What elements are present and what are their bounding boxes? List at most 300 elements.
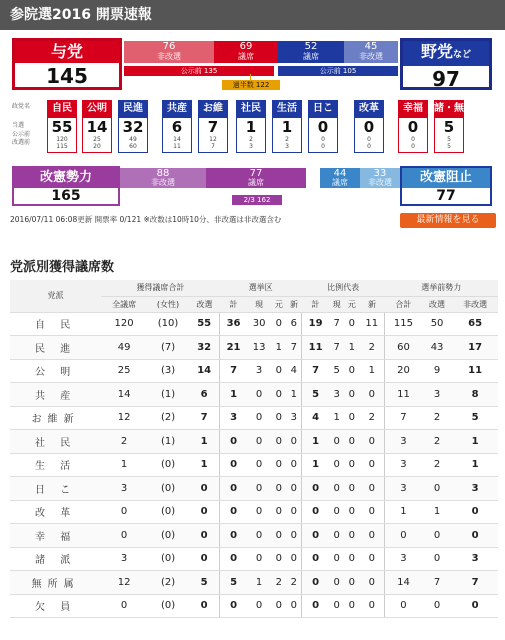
table-cell: 3	[247, 359, 271, 383]
table-cell: 0	[247, 406, 271, 430]
table-cell: 0	[271, 430, 286, 454]
party-prior: 115	[56, 143, 68, 150]
party-total: 12	[209, 136, 217, 143]
party-cell	[354, 100, 384, 153]
table-cell: 0	[220, 594, 247, 618]
party-name: 改革	[354, 100, 384, 117]
party-cell	[162, 100, 192, 153]
table-cell: 3	[385, 430, 422, 454]
table-cell: 0	[359, 594, 384, 618]
table-cell: 0	[329, 571, 344, 595]
table-cell: 12	[101, 571, 147, 595]
party-total: 0	[321, 136, 325, 143]
party-name-cell: 生 活	[10, 453, 101, 477]
reform-against-noncontest: 33 非改選	[360, 168, 400, 188]
table-cell: 3	[422, 383, 452, 407]
row-label-3: 改選前	[12, 139, 31, 146]
party-prior: 20	[93, 143, 101, 150]
table-cell: 6	[189, 383, 219, 407]
table-cell: 3	[452, 477, 498, 501]
col-header: 新	[359, 296, 384, 312]
table-cell: 8	[452, 383, 498, 407]
col-header: 非改選	[452, 296, 498, 312]
party-name-cell: 公 明	[10, 359, 101, 383]
table-cell: 1	[385, 500, 422, 524]
reform-against-label: 改憲阻止	[402, 168, 490, 188]
table-cell: 0	[271, 477, 286, 501]
table-row	[10, 383, 498, 407]
table-row	[10, 336, 498, 360]
table-cell: 0	[385, 594, 422, 618]
table-cell: (3)	[147, 359, 189, 383]
party-name: 日こ	[308, 100, 338, 117]
party-cell	[434, 100, 464, 153]
row-label-header: 政党名	[12, 103, 31, 110]
col-party: 党派	[10, 280, 101, 312]
table-cell: 0	[302, 477, 329, 501]
table-cell: 55	[189, 312, 219, 336]
table-row	[10, 359, 498, 383]
table-cell: 9	[422, 359, 452, 383]
table-cell: 0	[220, 453, 247, 477]
table-cell: 11	[452, 359, 498, 383]
col-header: 全議席	[101, 296, 147, 312]
table-cell: 0	[452, 594, 498, 618]
table-cell: 7	[385, 406, 422, 430]
table-cell: 1	[101, 453, 147, 477]
party-name-cell: 幸 福	[10, 524, 101, 548]
table-cell: 0	[344, 524, 359, 548]
table-row	[10, 524, 498, 548]
party-total: 49	[129, 136, 137, 143]
table-cell: 0	[302, 571, 329, 595]
party-name-cell: 社 民	[10, 430, 101, 454]
party-seats: 6	[171, 118, 183, 136]
table-cell: 0	[359, 524, 384, 548]
table-cell: 5	[189, 571, 219, 595]
table-cell: 7	[189, 406, 219, 430]
col-header: 現	[247, 296, 271, 312]
table-cell: 0	[329, 430, 344, 454]
table-cell: 0	[422, 547, 452, 571]
table-cell: 0	[271, 500, 286, 524]
party-seats: 14	[86, 118, 108, 136]
table-cell: 3	[385, 477, 422, 501]
party-prior: 5	[447, 143, 451, 150]
table-cell: 14	[101, 383, 147, 407]
col-header: 現	[329, 296, 344, 312]
party-seats-box	[354, 117, 384, 153]
group-total: 獲得議席合計	[101, 280, 219, 296]
table-cell: 25	[101, 359, 147, 383]
table-cell: (10)	[147, 312, 189, 336]
table-row	[10, 430, 498, 454]
table-cell: 0	[329, 453, 344, 477]
table-cell: 0	[247, 500, 271, 524]
group-prior: 選挙前勢力	[385, 280, 498, 296]
party-cell	[118, 100, 148, 153]
table-cell: 2	[359, 406, 384, 430]
party-seats: 0	[363, 118, 375, 136]
party-name: 共産	[162, 100, 192, 117]
table-cell: 7	[422, 571, 452, 595]
table-cell: 30	[247, 312, 271, 336]
table-cell: 5	[302, 383, 329, 407]
table-cell: 0	[302, 547, 329, 571]
party-prior: 3	[249, 143, 253, 150]
party-prior: 3	[285, 143, 289, 150]
table-cell: 0	[344, 383, 359, 407]
table-cell: 0	[271, 524, 286, 548]
table-cell: 19	[302, 312, 329, 336]
table-cell: 0	[302, 524, 329, 548]
table-cell: 0	[286, 453, 301, 477]
reform-for-noncontest: 88 非改選	[120, 168, 206, 188]
table-cell: 0	[452, 500, 498, 524]
table-cell: 0	[271, 359, 286, 383]
party-seats: 1	[281, 118, 293, 136]
table-cell: 3	[101, 547, 147, 571]
table-cell: (2)	[147, 406, 189, 430]
opp-before: 公示前 105	[278, 66, 398, 76]
table-cell: 2	[101, 430, 147, 454]
table-cell: 0	[271, 453, 286, 477]
party-total: 0	[411, 136, 415, 143]
party-seats-box	[398, 117, 428, 153]
opposition-total: 97	[432, 67, 460, 91]
table-cell: 4	[302, 406, 329, 430]
table-cell: 3	[286, 406, 301, 430]
table-cell: (1)	[147, 383, 189, 407]
table-cell: 0	[344, 547, 359, 571]
party-total: 2	[249, 136, 253, 143]
table-cell: (0)	[147, 453, 189, 477]
ruling-label: 与党	[15, 41, 119, 63]
table-cell: 0	[247, 430, 271, 454]
table-cell: 49	[101, 336, 147, 360]
table-cell: 1	[422, 500, 452, 524]
party-name-cell: 日 こ	[10, 477, 101, 501]
table-cell: 1	[271, 336, 286, 360]
table-cell: 0	[189, 477, 219, 501]
col-header: (女性)	[147, 296, 189, 312]
table-cell: 0	[247, 477, 271, 501]
table-cell: 1	[452, 453, 498, 477]
table-cell: 0	[344, 571, 359, 595]
table-cell: 0	[359, 500, 384, 524]
party-seats-box	[308, 117, 338, 153]
table-cell: 7	[329, 312, 344, 336]
party-cell	[272, 100, 302, 153]
table-cell: 36	[220, 312, 247, 336]
table-cell: 0	[359, 383, 384, 407]
ruling-before: 公示前 135	[124, 66, 274, 76]
table-cell: 65	[452, 312, 498, 336]
table-cell: 2	[271, 571, 286, 595]
table-cell: 0	[344, 359, 359, 383]
party-name: 社民	[236, 100, 266, 117]
party-seats-box	[198, 117, 228, 153]
table-cell: 115	[385, 312, 422, 336]
table-cell: 0	[271, 547, 286, 571]
reform-for-seats: 77 議席	[206, 168, 306, 188]
table-cell: 0	[286, 594, 301, 618]
table-cell: 1	[344, 336, 359, 360]
table-cell: 2	[286, 571, 301, 595]
party-seats: 5	[443, 118, 455, 136]
table-cell: 2	[422, 430, 452, 454]
party-name-cell: お維新	[10, 406, 101, 430]
table-cell: 6	[286, 312, 301, 336]
table-cell: (0)	[147, 594, 189, 618]
table-cell: 0	[220, 500, 247, 524]
table-cell: 0	[220, 477, 247, 501]
table-cell: 1	[189, 430, 219, 454]
ruling-noncontest-bar: 76 非改選	[124, 41, 214, 63]
table-cell: 0	[247, 524, 271, 548]
table-cell: 43	[422, 336, 452, 360]
col-header: 元	[271, 296, 286, 312]
table-cell: 0	[286, 547, 301, 571]
reform-against-seats: 44 議席	[320, 168, 360, 188]
party-seats-box	[118, 117, 148, 153]
table-cell: 3	[220, 406, 247, 430]
table-cell: 0	[220, 524, 247, 548]
reform-against-total: 77	[402, 188, 490, 204]
col-header: 計	[302, 296, 329, 312]
table-cell: (1)	[147, 430, 189, 454]
table-cell: 0	[344, 453, 359, 477]
table-cell: 0	[271, 312, 286, 336]
reform-against-box	[400, 166, 492, 206]
results-table	[10, 280, 498, 618]
table-cell: 7	[286, 336, 301, 360]
table-cell: 0	[329, 594, 344, 618]
table-cell: 2	[422, 453, 452, 477]
table-cell: 0	[422, 524, 452, 548]
opposition-label: 野党など	[403, 41, 489, 66]
party-prior: 7	[211, 143, 215, 150]
reform-for-box	[12, 166, 120, 206]
table-cell: 7	[220, 359, 247, 383]
table-cell: 0	[344, 477, 359, 501]
party-name-cell: 欠 員	[10, 594, 101, 618]
table-cell: 14	[189, 359, 219, 383]
table-cell: 12	[101, 406, 147, 430]
reform-for-total: 165	[14, 188, 118, 204]
table-cell: 1	[247, 571, 271, 595]
table-cell: 7	[452, 571, 498, 595]
table-row	[10, 453, 498, 477]
table-row	[10, 477, 498, 501]
row-label-2: 公示前	[12, 131, 31, 138]
update-timestamp: 2016/07/11 06:08更新 開票率 0/121 ※改数は10時10分、非改選は非改選含む	[10, 215, 282, 224]
party-cell	[47, 100, 77, 153]
table-cell: 0	[247, 547, 271, 571]
party-seats-box	[82, 117, 112, 153]
party-prior: 0	[367, 143, 371, 150]
table-cell: 0	[189, 547, 219, 571]
table-cell: 0	[247, 453, 271, 477]
party-prior: 0	[321, 143, 325, 150]
table-cell: 0	[329, 477, 344, 501]
table-row	[10, 571, 498, 595]
party-name-cell: 民 進	[10, 336, 101, 360]
party-seats-box	[272, 117, 302, 153]
table-cell: 0	[189, 594, 219, 618]
party-name: 公明	[82, 100, 112, 117]
col-header: 改選	[422, 296, 452, 312]
table-cell: 0	[101, 594, 147, 618]
party-total: 14	[173, 136, 181, 143]
party-seats: 1	[245, 118, 257, 136]
table-cell: (7)	[147, 336, 189, 360]
table-cell: 5	[329, 359, 344, 383]
table-row	[10, 406, 498, 430]
party-name: お維	[198, 100, 228, 117]
table-cell: 0	[344, 312, 359, 336]
table-cell: 0	[329, 547, 344, 571]
party-seats: 7	[207, 118, 219, 136]
col-header: 改選	[189, 296, 219, 312]
table-cell: 0	[359, 453, 384, 477]
table-cell: 1	[329, 406, 344, 430]
table-cell: 0	[220, 430, 247, 454]
party-cell	[308, 100, 338, 153]
table-cell: 7	[302, 359, 329, 383]
table-cell: 1	[452, 430, 498, 454]
table-cell: 5	[452, 406, 498, 430]
party-seats-box	[236, 117, 266, 153]
table-group-header	[10, 280, 498, 296]
table-cell: 7	[329, 336, 344, 360]
table-cell: 0	[344, 594, 359, 618]
table-cell: 5	[220, 571, 247, 595]
table-cell: 0	[359, 477, 384, 501]
table-cell: 0	[247, 383, 271, 407]
party-prior: 11	[173, 143, 181, 150]
table-cell: 1	[189, 453, 219, 477]
col-header: 元	[344, 296, 359, 312]
opp-seats-bar: 52 議席	[278, 41, 344, 63]
table-cell: (0)	[147, 547, 189, 571]
party-seats: 0	[407, 118, 419, 136]
table-cell: 14	[385, 571, 422, 595]
table-cell: (0)	[147, 477, 189, 501]
opposition-box	[400, 38, 492, 90]
table-cell: 0	[286, 524, 301, 548]
table-cell: (0)	[147, 524, 189, 548]
table-cell: 3	[452, 547, 498, 571]
party-seats: 55	[51, 118, 73, 136]
table-cell: 0	[271, 406, 286, 430]
party-name: 諸・無	[434, 100, 464, 117]
two-thirds-label: 2/3 162	[232, 195, 282, 205]
table-cell: 0	[329, 524, 344, 548]
table-cell: 0	[220, 547, 247, 571]
party-cell	[82, 100, 112, 153]
table-cell: 21	[220, 336, 247, 360]
table-cell: 1	[302, 453, 329, 477]
party-cell	[198, 100, 228, 153]
party-total: 25	[93, 136, 101, 143]
table-cell: 0	[189, 500, 219, 524]
table-cell: 0	[422, 477, 452, 501]
table-cell: 0	[101, 524, 147, 548]
table-cell: 0	[302, 500, 329, 524]
party-name: 民進	[118, 100, 148, 117]
party-name-cell: 自 民	[10, 312, 101, 336]
table-cell: 120	[101, 312, 147, 336]
table-cell: 0	[247, 594, 271, 618]
table-cell: 0	[344, 406, 359, 430]
table-cell: 0	[344, 430, 359, 454]
col-header: 計	[220, 296, 247, 312]
table-cell: 0	[101, 500, 147, 524]
table-cell: 0	[422, 594, 452, 618]
table-row	[10, 500, 498, 524]
party-name: 幸福	[398, 100, 428, 117]
table-cell: 0	[359, 547, 384, 571]
page-header: 参院選2016 開票速報	[0, 0, 505, 30]
party-prior: 60	[129, 143, 137, 150]
table-cell: 1	[286, 383, 301, 407]
party-prior: 0	[411, 143, 415, 150]
party-name-cell: 改 革	[10, 500, 101, 524]
table-title: 党派別獲得議席数	[10, 260, 115, 275]
table-cell: 0	[189, 524, 219, 548]
party-name-cell: 共 産	[10, 383, 101, 407]
ruling-coalition-box	[12, 38, 122, 90]
table-cell: (2)	[147, 571, 189, 595]
table-cell: 17	[452, 336, 498, 360]
party-total: 0	[367, 136, 371, 143]
table-cell: 60	[385, 336, 422, 360]
col-header: 新	[286, 296, 301, 312]
table-body	[10, 312, 498, 618]
table-cell: 3	[329, 383, 344, 407]
table-cell: 0	[286, 500, 301, 524]
majority-label: 過半数 122	[222, 80, 280, 90]
table-cell: (0)	[147, 500, 189, 524]
table-cell: 4	[286, 359, 301, 383]
party-seats: 32	[122, 118, 144, 136]
table-cell: 2	[359, 336, 384, 360]
party-total: 120	[56, 136, 68, 143]
table-cell: 0	[286, 477, 301, 501]
party-name-cell: 諸 派	[10, 547, 101, 571]
party-name-cell: 無所属	[10, 571, 101, 595]
table-cell: 3	[385, 453, 422, 477]
table-cell: 3	[385, 547, 422, 571]
table-cell: 0	[302, 594, 329, 618]
table-cell: 11	[385, 383, 422, 407]
table-cell: 0	[385, 524, 422, 548]
party-cell	[398, 100, 428, 153]
table-cell: 0	[271, 383, 286, 407]
party-total: 2	[285, 136, 289, 143]
table-cell: 0	[344, 500, 359, 524]
refresh-button[interactable]: 最新情報を見る	[400, 213, 496, 228]
party-seats: 0	[317, 118, 329, 136]
table-cell: 1	[302, 430, 329, 454]
table-row	[10, 594, 498, 618]
table-cell: 1	[220, 383, 247, 407]
opp-noncontest-bar: 45 非改選	[344, 41, 398, 63]
table-cell: 11	[302, 336, 329, 360]
table-row	[10, 547, 498, 571]
group-pr: 比例代表	[302, 280, 385, 296]
